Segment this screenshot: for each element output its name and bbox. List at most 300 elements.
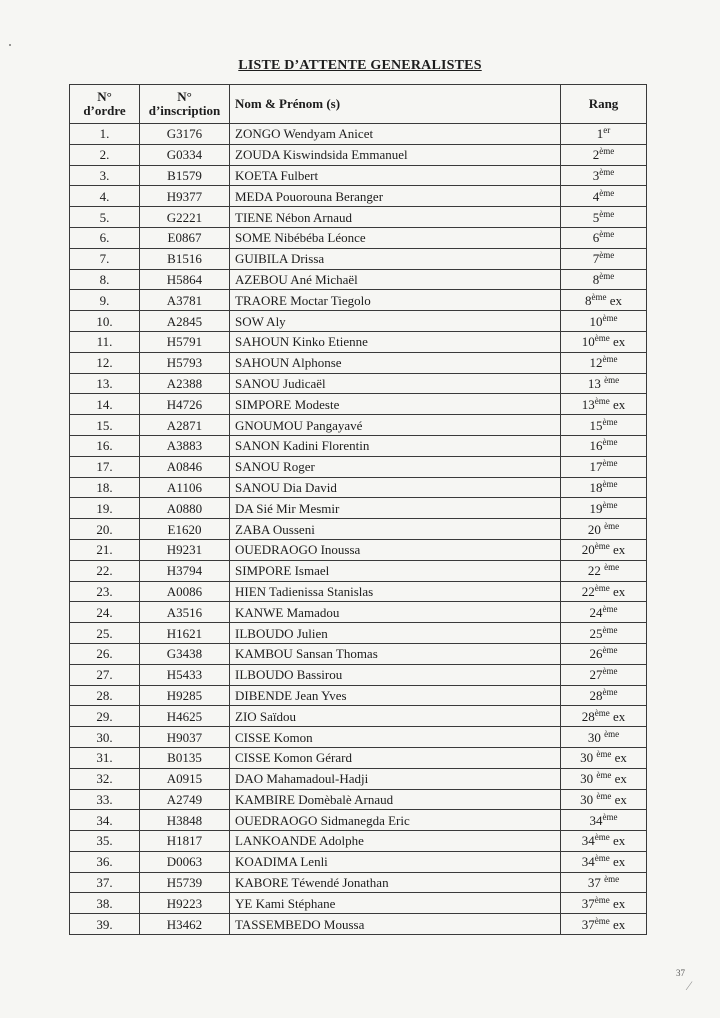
cell-rang — [561, 643, 647, 664]
cell-rang — [561, 498, 647, 519]
cell-rang — [561, 269, 647, 290]
cell-inscription: H3848 — [140, 810, 230, 831]
table-row — [70, 290, 647, 311]
cell-rang — [561, 456, 647, 477]
cell-ordre: 13. — [70, 373, 140, 394]
cell-ordre: 23. — [70, 581, 140, 602]
cell-rang — [561, 290, 647, 311]
rang-suffix: ème — [604, 728, 620, 739]
cell-inscription: A2388 — [140, 373, 230, 394]
cell-nom: SOME Nibébéba Léonce — [230, 227, 561, 248]
cell-rang — [561, 352, 647, 373]
cell-inscription: H1817 — [140, 831, 230, 852]
cell-rang — [561, 519, 647, 540]
rang-ex: ex — [609, 854, 626, 870]
cell-rang — [561, 477, 647, 498]
cell-inscription: A2871 — [140, 415, 230, 436]
table-row — [70, 207, 647, 228]
rang-suffix: ème — [599, 146, 615, 157]
cell-rang — [561, 768, 647, 789]
table-row — [70, 311, 647, 332]
cell-nom: SOW Aly — [230, 311, 561, 332]
rang-number: 2 — [592, 147, 600, 163]
rang-suffix: ème — [596, 790, 612, 801]
table-row — [70, 893, 647, 914]
cell-inscription: A0915 — [140, 768, 230, 789]
cell-nom: KABORE Téwendé Jonathan — [230, 872, 561, 893]
rang-number: 8 — [584, 292, 592, 308]
cell-rang — [561, 727, 647, 748]
cell-ordre: 36. — [70, 851, 140, 872]
rang-ex: ex — [609, 833, 626, 849]
cell-rang — [561, 706, 647, 727]
cell-ordre: 6. — [70, 227, 140, 248]
rang-ex: ex — [609, 542, 626, 558]
rang-suffix: ème — [599, 229, 615, 240]
cell-nom: MEDA Pouorouna Beranger — [230, 186, 561, 207]
rang-number: 28 — [589, 687, 603, 703]
rang-suffix: ème — [602, 478, 618, 489]
cell-rang — [561, 186, 647, 207]
header-inscription-line1: N° — [177, 89, 192, 104]
cell-inscription: H3794 — [140, 560, 230, 581]
cell-ordre: 39. — [70, 914, 140, 935]
rang-number: 22 — [587, 563, 605, 579]
rang-number: 12 — [589, 355, 603, 371]
cell-nom: TRAORE Moctar Tiegolo — [230, 290, 561, 311]
cell-inscription: G3176 — [140, 124, 230, 145]
rang-suffix: ème — [602, 499, 618, 510]
cell-ordre: 34. — [70, 810, 140, 831]
table-row — [70, 623, 647, 644]
cell-inscription: G3438 — [140, 643, 230, 664]
cell-inscription: A3781 — [140, 290, 230, 311]
cell-rang — [561, 623, 647, 644]
rang-number: 5 — [592, 209, 600, 225]
cell-rang — [561, 165, 647, 186]
table-row — [70, 727, 647, 748]
rang-number: 8 — [592, 271, 600, 287]
rang-ex: ex — [611, 791, 627, 807]
cell-inscription: A2749 — [140, 789, 230, 810]
table-row — [70, 498, 647, 519]
rang-suffix: ème — [594, 395, 610, 406]
table-row — [70, 851, 647, 872]
cell-ordre: 21. — [70, 539, 140, 560]
cell-ordre: 5. — [70, 207, 140, 228]
rang-suffix: ème — [602, 645, 618, 656]
cell-ordre: 18. — [70, 477, 140, 498]
table-row — [70, 435, 647, 456]
cell-rang — [561, 311, 647, 332]
rang-suffix: ème — [599, 208, 615, 219]
cell-inscription: H5433 — [140, 664, 230, 685]
cell-rang — [561, 872, 647, 893]
rang-suffix: ème — [599, 270, 615, 281]
rang-number: 27 — [589, 667, 603, 683]
rang-suffix: ème — [594, 832, 610, 843]
cell-nom: SANOU Judicaël — [230, 373, 561, 394]
cell-ordre: 29. — [70, 706, 140, 727]
table-row — [70, 768, 647, 789]
scan-speck — [9, 44, 11, 46]
table-row — [70, 269, 647, 290]
cell-inscription: H4625 — [140, 706, 230, 727]
rang-ex: ex — [609, 916, 626, 932]
cell-inscription: H3462 — [140, 914, 230, 935]
rang-suffix: ème — [594, 853, 610, 864]
cell-inscription: A0846 — [140, 456, 230, 477]
header-ordre — [70, 85, 140, 124]
rang-ex: ex — [609, 396, 626, 412]
cell-rang — [561, 914, 647, 935]
cell-rang — [561, 394, 647, 415]
rang-number: 13 — [581, 396, 595, 412]
rang-suffix: ème — [602, 354, 618, 365]
cell-nom: KAMBIRE Domèbalè Arnaud — [230, 789, 561, 810]
table-row — [70, 415, 647, 436]
cell-ordre: 37. — [70, 872, 140, 893]
rang-suffix: ème — [604, 374, 620, 385]
rang-number: 7 — [592, 251, 600, 267]
waiting-list-table — [69, 84, 647, 935]
cell-nom: KOADIMA Lenli — [230, 851, 561, 872]
cell-nom: OUEDRAOGO Inoussa — [230, 539, 561, 560]
table-row — [70, 186, 647, 207]
cell-inscription: H9231 — [140, 539, 230, 560]
rang-suffix: ème — [604, 520, 620, 531]
cell-ordre: 35. — [70, 831, 140, 852]
cell-inscription: H5864 — [140, 269, 230, 290]
cell-nom: ZOUDA Kiswindsida Emmanuel — [230, 144, 561, 165]
table-row — [70, 789, 647, 810]
table-row — [70, 706, 647, 727]
rang-number: 34 — [589, 812, 603, 828]
cell-nom: HIEN Tadienissa Stanislas — [230, 581, 561, 602]
table-row — [70, 664, 647, 685]
cell-inscription: H9223 — [140, 893, 230, 914]
table-row — [70, 519, 647, 540]
rang-number: 6 — [592, 230, 600, 246]
rang-suffix: ème — [602, 437, 618, 448]
cell-nom: DIBENDE Jean Yves — [230, 685, 561, 706]
rang-suffix: ème — [599, 250, 615, 261]
rang-ex: ex — [606, 292, 623, 308]
cell-inscription: H5739 — [140, 872, 230, 893]
cell-inscription: A1106 — [140, 477, 230, 498]
rang-suffix: ème — [591, 291, 607, 302]
cell-nom: ZONGO Wendyam Anicet — [230, 124, 561, 145]
table-row — [70, 560, 647, 581]
rang-suffix: ème — [596, 770, 612, 781]
table-row — [70, 914, 647, 935]
cell-inscription: H9377 — [140, 186, 230, 207]
rang-suffix: ème — [602, 811, 618, 822]
cell-inscription: H5793 — [140, 352, 230, 373]
table-row — [70, 477, 647, 498]
rang-number: 37 — [581, 895, 595, 911]
header-rang: Rang — [561, 85, 647, 124]
rang-number: 19 — [589, 500, 603, 516]
cell-rang — [561, 831, 647, 852]
rang-suffix: ème — [604, 562, 620, 573]
header-ordre-line1: N° — [97, 89, 112, 104]
page-title: LISTE D’ATTENTE GENERALISTES — [238, 58, 482, 73]
table-row — [70, 373, 647, 394]
cell-rang — [561, 893, 647, 914]
cell-ordre: 22. — [70, 560, 140, 581]
cell-nom: SAHOUN Kinko Etienne — [230, 331, 561, 352]
rang-number: 20 — [581, 542, 595, 558]
rang-number: 1 — [596, 126, 604, 142]
cell-inscription: H4726 — [140, 394, 230, 415]
cell-ordre: 31. — [70, 747, 140, 768]
cell-rang — [561, 248, 647, 269]
rang-suffix: ème — [599, 187, 615, 198]
rang-number: 30 — [580, 771, 597, 787]
cell-nom: CISSE Komon — [230, 727, 561, 748]
rang-suffix: ème — [596, 749, 612, 760]
header-inscription-line2: d’inscription — [148, 103, 221, 118]
rang-number: 18 — [589, 479, 603, 495]
rang-suffix: ème — [602, 312, 618, 323]
page-number: 37 — [676, 968, 685, 978]
rang-suffix: ème — [594, 915, 610, 926]
cell-inscription: A3516 — [140, 602, 230, 623]
cell-inscription: E1620 — [140, 519, 230, 540]
rang-suffix: ème — [602, 603, 618, 614]
rang-suffix: ème — [594, 582, 610, 593]
cell-rang — [561, 602, 647, 623]
cell-ordre: 20. — [70, 519, 140, 540]
cell-rang — [561, 124, 647, 145]
cell-ordre: 10. — [70, 311, 140, 332]
cell-rang — [561, 415, 647, 436]
cell-inscription: A0880 — [140, 498, 230, 519]
rang-suffix: ème — [602, 458, 618, 469]
rang-number: 37 — [581, 916, 595, 932]
cell-ordre: 4. — [70, 186, 140, 207]
cell-ordre: 30. — [70, 727, 140, 748]
cell-inscription: H1621 — [140, 623, 230, 644]
cell-nom: ILBOUDO Julien — [230, 623, 561, 644]
rang-suffix: ème — [594, 894, 610, 905]
table-row — [70, 394, 647, 415]
cell-ordre: 19. — [70, 498, 140, 519]
cell-ordre: 2. — [70, 144, 140, 165]
rang-number: 17 — [589, 459, 603, 475]
cell-rang — [561, 747, 647, 768]
rang-number: 22 — [581, 583, 595, 599]
table-header-row — [70, 85, 647, 124]
table-row — [70, 539, 647, 560]
table-row — [70, 144, 647, 165]
rang-suffix: er — [603, 125, 611, 136]
cell-inscription: A0086 — [140, 581, 230, 602]
cell-ordre: 26. — [70, 643, 140, 664]
rang-number: 4 — [592, 188, 600, 204]
cell-nom: ZABA Ousseni — [230, 519, 561, 540]
rang-suffix: ème — [594, 541, 610, 552]
cell-nom: KAMBOU Sansan Thomas — [230, 643, 561, 664]
rang-number: 24 — [589, 604, 603, 620]
rang-suffix: ème — [602, 686, 618, 697]
table-row — [70, 124, 647, 145]
rang-ex: ex — [609, 583, 626, 599]
rang-number: 30 — [587, 729, 605, 745]
cell-nom: LANKOANDE Adolphe — [230, 831, 561, 852]
cell-nom: SANOU Roger — [230, 456, 561, 477]
cell-ordre: 8. — [70, 269, 140, 290]
cell-nom: ZIO Saïdou — [230, 706, 561, 727]
table-row — [70, 331, 647, 352]
cell-nom: SIMPORE Ismael — [230, 560, 561, 581]
rang-suffix: ème — [599, 166, 615, 177]
cell-ordre: 12. — [70, 352, 140, 373]
cell-ordre: 28. — [70, 685, 140, 706]
cell-nom: KOETA Fulbert — [230, 165, 561, 186]
cell-inscription: B1516 — [140, 248, 230, 269]
cell-ordre: 3. — [70, 165, 140, 186]
cell-ordre: 9. — [70, 290, 140, 311]
rang-number: 15 — [589, 417, 603, 433]
table-row — [70, 165, 647, 186]
cell-nom: OUEDRAOGO Sidmanegda Eric — [230, 810, 561, 831]
cell-nom: YE Kami Stéphane — [230, 893, 561, 914]
rang-number: 16 — [589, 438, 603, 454]
rang-number: 25 — [589, 625, 603, 641]
rang-number: 34 — [581, 833, 595, 849]
rang-suffix: ème — [594, 707, 610, 718]
table-row — [70, 352, 647, 373]
cell-ordre: 14. — [70, 394, 140, 415]
cell-inscription: D0063 — [140, 851, 230, 872]
cell-rang — [561, 685, 647, 706]
cell-rang — [561, 435, 647, 456]
cell-nom: SAHOUN Alphonse — [230, 352, 561, 373]
cell-inscription: E0867 — [140, 227, 230, 248]
rang-suffix: ème — [604, 874, 620, 885]
cell-ordre: 11. — [70, 331, 140, 352]
cell-ordre: 24. — [70, 602, 140, 623]
cell-inscription: B0135 — [140, 747, 230, 768]
cell-inscription: H5791 — [140, 331, 230, 352]
table-row — [70, 810, 647, 831]
cell-rang — [561, 851, 647, 872]
cell-rang — [561, 373, 647, 394]
table-row — [70, 456, 647, 477]
cell-nom: TIENE Nébon Arnaud — [230, 207, 561, 228]
cell-ordre: 27. — [70, 664, 140, 685]
cell-nom: GUIBILA Drissa — [230, 248, 561, 269]
cell-rang — [561, 560, 647, 581]
cell-nom: GNOUMOU Pangayavé — [230, 415, 561, 436]
table-row — [70, 643, 647, 664]
table-row — [70, 227, 647, 248]
cell-nom: SIMPORE Modeste — [230, 394, 561, 415]
cell-ordre: 16. — [70, 435, 140, 456]
cell-inscription: G2221 — [140, 207, 230, 228]
header-nom: Nom & Prénom (s) — [230, 85, 561, 124]
rang-number: 30 — [580, 791, 597, 807]
cell-rang — [561, 331, 647, 352]
cell-ordre: 25. — [70, 623, 140, 644]
cell-rang — [561, 810, 647, 831]
cell-inscription: H9037 — [140, 727, 230, 748]
cell-ordre: 1. — [70, 124, 140, 145]
cell-inscription: B1579 — [140, 165, 230, 186]
cell-nom: CISSE Komon Gérard — [230, 747, 561, 768]
cell-ordre: 33. — [70, 789, 140, 810]
table-row — [70, 872, 647, 893]
header-ordre-line2: d’ordre — [83, 103, 126, 118]
rang-number: 20 — [587, 521, 605, 537]
table-row — [70, 248, 647, 269]
cell-ordre: 17. — [70, 456, 140, 477]
rang-number: 28 — [581, 708, 595, 724]
rang-number: 37 — [587, 875, 605, 891]
cell-rang — [561, 664, 647, 685]
cell-ordre: 32. — [70, 768, 140, 789]
rang-ex: ex — [611, 771, 627, 787]
cell-inscription: A2845 — [140, 311, 230, 332]
cell-ordre: 38. — [70, 893, 140, 914]
rang-suffix: ème — [602, 416, 618, 427]
table-body — [70, 124, 647, 935]
cell-rang — [561, 581, 647, 602]
rang-ex: ex — [611, 750, 627, 766]
cell-nom: SANOU Dia David — [230, 477, 561, 498]
cell-nom: AZEBOU Ané Michaël — [230, 269, 561, 290]
rang-number: 3 — [592, 167, 600, 183]
rang-ex: ex — [609, 895, 626, 911]
table-row — [70, 581, 647, 602]
table-row — [70, 831, 647, 852]
cell-inscription: H9285 — [140, 685, 230, 706]
cell-rang — [561, 144, 647, 165]
cell-nom: ILBOUDO Bassirou — [230, 664, 561, 685]
rang-suffix: ème — [602, 666, 618, 677]
header-inscription — [140, 85, 230, 124]
rang-number: 13 — [587, 375, 605, 391]
table-row — [70, 685, 647, 706]
cell-inscription: G0334 — [140, 144, 230, 165]
pen-mark: ⁄ — [688, 978, 691, 993]
cell-rang — [561, 539, 647, 560]
rang-ex: ex — [609, 334, 626, 350]
rang-number: 10 — [581, 334, 595, 350]
rang-number: 26 — [589, 646, 603, 662]
rang-suffix: ème — [602, 624, 618, 635]
cell-ordre: 7. — [70, 248, 140, 269]
rang-suffix: ème — [594, 333, 610, 344]
cell-inscription: A3883 — [140, 435, 230, 456]
cell-nom: KANWE Mamadou — [230, 602, 561, 623]
cell-nom: SANON Kadini Florentin — [230, 435, 561, 456]
cell-nom: DAO Mahamadoul-Hadji — [230, 768, 561, 789]
table-row — [70, 602, 647, 623]
rang-number: 34 — [581, 854, 595, 870]
rang-ex: ex — [609, 708, 626, 724]
table-row — [70, 747, 647, 768]
cell-nom: TASSEMBEDO Moussa — [230, 914, 561, 935]
cell-rang — [561, 227, 647, 248]
cell-nom: DA Sié Mir Mesmir — [230, 498, 561, 519]
cell-rang — [561, 207, 647, 228]
rang-number: 30 — [580, 750, 597, 766]
cell-rang — [561, 789, 647, 810]
rang-number: 10 — [589, 313, 603, 329]
